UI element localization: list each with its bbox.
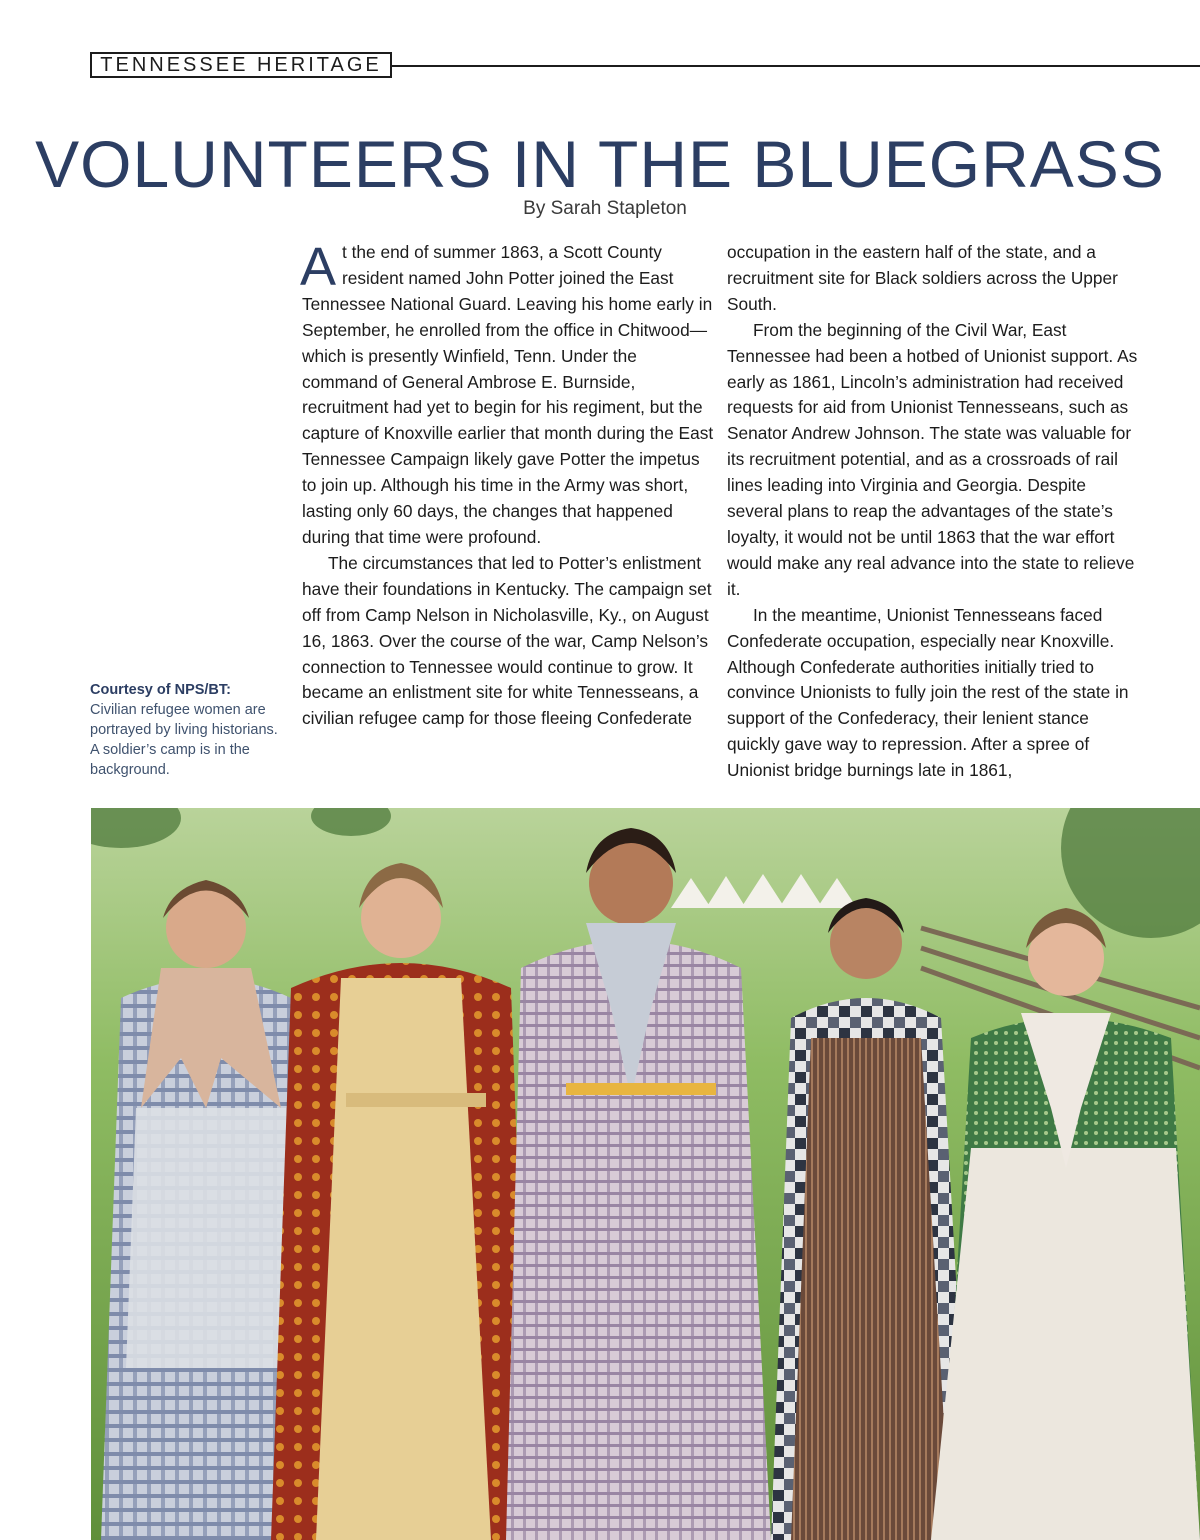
- body-column-2: [727, 240, 1143, 784]
- paragraph: occupation in the eastern half of the state, and a recruitment site for Black soldiers across the Upper South.: [727, 242, 1118, 314]
- paragraph: From the beginning of the Civil War, East Tennessee had been a hotbed of Unionist support. As early as 1861, Lincoln’s administration had received requests for aid from Unionist Tennesseans, such as Senator Andrew Johnson. The state was valuable for its recruitment potential, and as a crossroads of rail lines leading into Virginia and Georgia. Despite several plans to reap the advantages of the state’s loyalty, it would not be until 1863 that the war effort would make any real advance into the state to relieve it.: [727, 319, 1138, 599]
- feature-photo: [91, 808, 1200, 1540]
- paragraph: [300, 237, 716, 551]
- drop-cap: A: [300, 237, 337, 297]
- paragraph-text: t the end of summer 1863, a Scott County resident named John Potter joined the East Tennessee National Guard. Leaving his home early in September, he enrolled from the office in Chitwood—which is presently Winfield, Tenn. Under the command of General Ambrose E. Burnside, recruitment had yet to begin for his regiment, but the capture of Knoxville earlier that month during the East Tennessee Campaign likely gave Potter the impetus to join up. Although his time in the Army was short, lasting only 60 days, the changes that happened during that time were profound.: [302, 242, 714, 547]
- byline: By Sarah Stapleton: [523, 198, 687, 219]
- photo-caption: [90, 680, 280, 780]
- photo-illustration: [91, 808, 1200, 1540]
- header-rule: [392, 65, 1200, 67]
- paragraph: In the meantime, Unionist Tennesseans faced Confederate occupation, especially near Knoxville. Although Confederate authorities initially tried to convince Unionists to fully join the rest of the state in support of the Confederacy, their lenient stance quickly gave way to repression. After a spree of Unionist bridge burnings late in 1861,: [727, 604, 1129, 781]
- photo-credit: Courtesy of NPS/BT:: [90, 682, 231, 698]
- paragraph: The circumstances that led to Potter’s enlistment have their foundations in Kentucky. The campaign set off from Camp Nelson in Nicholasville, Ky., on August 16, 1863. Over the course of the war, Camp Nelson’s connection to Tennessee would continue to grow. It became an enlistment site for white Tennesseans, a civilian refugee camp for those fleeing Confederate: [302, 552, 712, 729]
- article-title: VOLUNTEERS IN THE BLUEGRASS: [35, 127, 1165, 201]
- section-label: TENNESSEE HERITAGE: [90, 52, 392, 78]
- caption-text: Civilian refugee women are portrayed by living historians. A soldier’s camp is in the background.: [90, 702, 278, 778]
- body-column-1: [300, 237, 716, 732]
